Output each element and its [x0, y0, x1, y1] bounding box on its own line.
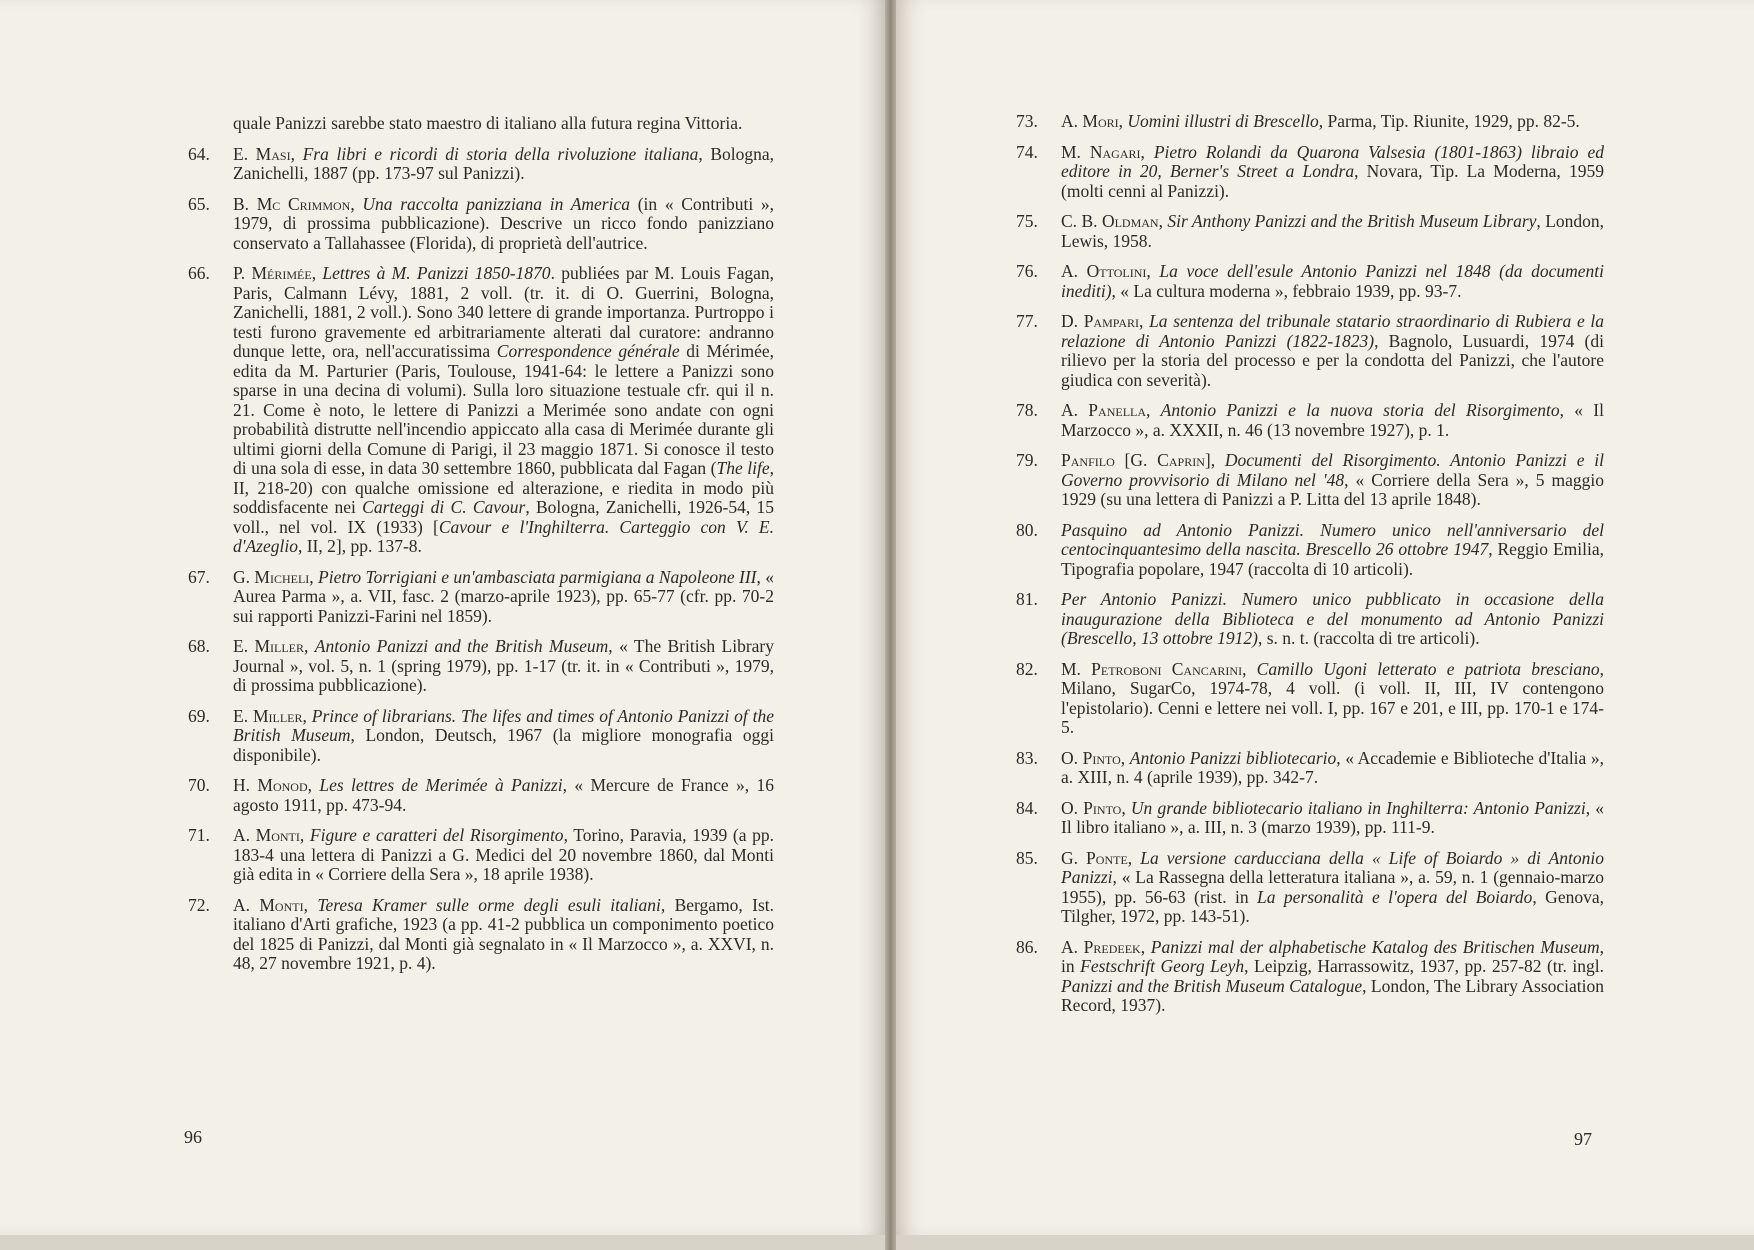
entry-details: , London, Deutsch, 1967 (la migliore monografia oggi disponibile).: [233, 725, 775, 765]
entry-text: M. Nagari, Pietro Rolandi da Quarona Valsesia (1801-1863) libraio ed editore in 20, Berner's Street a Londra, Novara, Tip. La Moderna, 1959 (molti cenni al Panizzi).: [1061, 141, 1604, 201]
entry-author: H. Monod: [233, 775, 308, 795]
entry-author: M. Nagari: [1061, 141, 1141, 162]
entry-text: E. Masi, Fra libri e ricordi di storia della rivoluzione italiana, Bologna, Zanichelli, 1887 (pp. 173-97 sul Panizzi).: [233, 143, 775, 183]
left-entry-list: [188, 145, 774, 974]
entry-text: C. B. Oldman, Sir Anthony Panizzi and the British Museum Library, London, Lewis, 1958.: [1061, 211, 1605, 251]
entry-author: A. Mori: [1061, 111, 1119, 131]
continuation-text: quale Panizzi sarebbe stato maestro di italiano alla futura regina Vittoria.: [233, 113, 743, 133]
entry-number: 65.: [188, 193, 210, 214]
bibliography-entry: [1016, 938, 1604, 1016]
entry-details: , « La Rassegna della letteratura italiana », a. 59, n. 1 (gennaio-marzo 1955), pp. 56-63 (rist. in: [1061, 867, 1604, 907]
entry-number: 77.: [1016, 311, 1038, 331]
bibliography-entry: [188, 568, 774, 627]
entry-author: E. Miller: [233, 705, 303, 726]
entry-details: , Leipzig, Harrassowitz, 1937, pp. 257-82 (tr. ingl.: [1244, 956, 1605, 976]
entry-details: , « La cultura moderna », febbraio 1939, pp. 93-7.: [1111, 280, 1462, 301]
entry-title: Una raccolta panizziana in America: [362, 193, 631, 214]
entry-author: E. Miller: [233, 636, 305, 656]
left-bibliography: [188, 114, 774, 985]
entry-number: 69.: [188, 705, 210, 726]
entry-author: A. Ottolini: [1061, 261, 1147, 281]
entry-text: D. Pampari, La sentenza del tribunale statario straordinario di Rubiera e la relazione di Antonio Panizzi (1822-1823), Bagnolo, Lusuardi, 1974 (di rilievo per la storia del processo e per la condotta del Panizzi, che l'autore giudica con severità).: [1061, 311, 1605, 390]
entry-text: A. Mori, Uomini illustri di Brescello, Parma, Tip. Riunite, 1929, pp. 82-5.: [1061, 111, 1580, 131]
entry-details: , London, The Library Association Record, 1937).: [1061, 975, 1604, 1015]
entry-title: Pietro Rolandi da Quarona Valsesia (1801-1863) libraio ed editore in 20, Berner's Street a Londra: [1061, 141, 1604, 181]
entry-details: , Bologna, Zanichelli, 1926-54, 15 voll., nel vol. IX (1933) [: [233, 497, 774, 537]
entry-details: , Parma, Tip. Riunite, 1929, pp. 82-5.: [1318, 111, 1580, 131]
entry-title: La voce dell'esule Antonio Panizzi nel 1848 (da documenti inediti): [1061, 261, 1605, 301]
bibliography-entry: [188, 637, 774, 696]
bibliography-entry: [1016, 749, 1604, 788]
entry-author: A. Monti: [233, 894, 304, 915]
bibliography-entry: [1016, 312, 1604, 390]
entry-text: E. Miller, Antonio Panizzi and the British Museum, « The British Library Journal », vol. 5, n. 1 (spring 1979), pp. 1-17 (tr. it. in « Contributi », 1979, di prossima pubblicazione).: [233, 636, 775, 695]
entry-author: O. Pinto: [1061, 797, 1122, 818]
entry-text: O. Pinto, Un grande bibliotecario italiano in Inghilterra: Antonio Panizzi, « Il libro italiano », a. III, n. 3 (marzo 1939), pp. 111-9.: [1061, 797, 1605, 837]
entry-details: , Bergamo, Ist. italiano d'Arti grafiche, 1923 (a pp. 41-2 pubblica un componimento poetico del 1825 di Panizzi, dal Monti già segnalato in « Il Marzocco », a. XXVI, n. 48, 27 novembre 1921, p. 4).: [233, 894, 775, 973]
entry-text: A. Panella, Antonio Panizzi e la nuova storia del Risorgimento, « Il Marzocco », a. XXXII, n. 46 (13 novembre 1927), p. 1.: [1061, 400, 1604, 440]
entry-number: 86.: [1016, 936, 1038, 957]
entry-author: C. B. Oldman: [1061, 211, 1159, 231]
page-number-right: 97: [1574, 1129, 1592, 1149]
entry-number: 75.: [1016, 211, 1038, 231]
entry-author: O. Pinto: [1061, 747, 1121, 768]
entry-title: Antonio Panizzi and the British Museum: [314, 636, 609, 656]
entry-text: Panfilo [G. Caprin], Documenti del Risorgimento. Antonio Panizzi e il Governo provvisorio di Milano nel '48, « Corriere della Sera », 5 maggio 1929 (su una lettera di Panizzi a P. Litta del 13 aprile 1848).: [1061, 450, 1605, 509]
entry-details: , Reggio Emilia, Tipografia popolare, 1947 (raccolta di 10 articoli).: [1061, 539, 1604, 579]
entry-number: 71.: [188, 825, 210, 845]
entry-title: Les lettres de Merimée à Panizzi: [319, 775, 563, 795]
entry-author: D. Pampari: [1061, 311, 1140, 331]
entry-title: Camillo Ugoni letterato e patriota bresciano: [1256, 658, 1600, 679]
entry-number: 64.: [188, 143, 210, 164]
entry-details: , in: [1061, 936, 1604, 976]
entry-text: M. Petroboni Cancarini, Camillo Ugoni letterato e patriota bresciano, Milano, SugarCo, 1974-78, 4 voll. (i voll. II, III, IV contengono l'epistolario). Cenni e lettere nei voll. I, pp. 167 e 201, e III, pp. 170-1 e 174-5.: [1061, 658, 1604, 737]
entry-title: Prince of librarians. The lifes and times of Antonio Panizzi of the British Museum: [233, 705, 774, 745]
entry-author: M. Petroboni Cancarini: [1061, 658, 1243, 679]
entry-author: Panfilo [G. Caprin]: [1061, 450, 1211, 470]
entry-title: Figure e caratteri del Risorgimento: [309, 825, 564, 845]
entry-title: Per Antonio Panizzi. Numero unico pubblicato in occasione della inaugurazione della Biblioteca e del monumento ad Antonio Panizzi (Brescello, 13 ottobre 1912): [1061, 589, 1604, 648]
entry-text: A. Monti, Teresa Kramer sulle orme degli esuli italiani, Bergamo, Ist. italiano d'Arti grafiche, 1923 (a pp. 41-2 pubblica un componimento poetico del 1825 di Panizzi, dal Monti già segnalato in « Il Marzocco », a. XXVI, n. 48, 27 novembre 1921, p. 4).: [233, 894, 775, 973]
entry-title: Cavour e l'Inghilterra. Carteggio con V. E. d'Azeglio: [233, 516, 774, 556]
entry-details: , Bagnolo, Lusuardi, 1974 (di rilievo per la storia del processo e per la condotta del Panizzi, che l'autore giudica con severità).: [1061, 330, 1604, 390]
entry-number: 73.: [1016, 111, 1038, 131]
bibliography-entry: [1016, 451, 1604, 510]
right-page: [896, 0, 1754, 1235]
bibliography-entry: [188, 195, 774, 254]
entry-text: [1061, 590, 1604, 649]
bibliography-entry: [1016, 143, 1604, 202]
entry-author: G. Micheli: [233, 566, 310, 587]
bibliography-entry: [1016, 849, 1604, 927]
entry-text: [1061, 521, 1604, 580]
bibliography-entry: [1016, 521, 1604, 580]
bibliography-entry: [1016, 660, 1604, 738]
entry-number: 81.: [1016, 589, 1038, 609]
entry-title: La personalità e l'opera del Boiardo: [1257, 886, 1533, 907]
entry-author: G. Ponte: [1061, 847, 1128, 868]
entry-details: di Mérimée, edita da M. Parturier (Paris, Toulouse, 1941-64: le lettere a Panizzi sono sparse in una decina di volumi). Sulla loro situazione testuale cfr. qui il n. 21. Come è noto, le lettere di Panizzi a Merimée sono andate con ogni probabilità distrutte nell'incendio appiccato alla casa di Merimée durante gli ultimi giorni della Comune di Parigi, il 23 maggio 1871. Si conosce il testo di una sola di esse, in data 30 settembre 1860, pubblicata dal Fagan (: [233, 341, 774, 478]
entry-number: 80.: [1016, 519, 1038, 540]
entry-title: Fra libri e ricordi di storia della rivoluzione italiana: [302, 143, 699, 164]
entry-author: A. Predeek: [1061, 936, 1141, 957]
entry-title: Lettres à M. Panizzi 1850-1870: [322, 263, 551, 283]
bibliography-entry: [188, 145, 774, 184]
entry-text: P. Mérimée, Lettres à M. Panizzi 1850-1870. publiées par M. Louis Fagan, Paris, Calmann Lévy, 1881, 2 voll. (tr. it. di O. Guerrini, Bologna, Zanichelli, 1881, 2 voll.). Sono 340 lettere di grande importanza. Purtroppo i testi furono gravemente ed arbitrariamente alterati dal curatore: andranno dunque lette, ora, nell'accuratissima Correspondence générale di Mérimée, edita da M. Parturier (Paris, Toulouse, 1941-64: le lettere a Panizzi sono sparse in una decina di volumi). Sulla loro situazione testuale cfr. qui il n. 21. Come è noto, le lettere di Panizzi a Merimée sono andate con ogni probabilità distrutte nell'incendio appiccato alla casa di Merimée durante gli ultimi giorni della Comune di Parigi, il 23 maggio 1871. Si conosce il testo di una sola di esse, in data 30 settembre 1860, pubblicata dal Fagan (The life, II, 218-20) con qualche omissione ed alterazione, e riedita in modo più soddisfacente nei Carteggi di C. Cavour, Bologna, Zanichelli, 1926-54, 15 voll., nel vol. IX (1933) [Cavour e l'Inghilterra. Carteggio con V. E. d'Azeglio, II, 2], pp. 137-8.: [233, 263, 775, 556]
entry-title: La sentenza del tribunale statario straordinario di Rubiera e la relazione di Antonio Panizzi (1822-1823): [1061, 311, 1605, 351]
entry-details: , Novara, Tip. La Moderna, 1959 (molti cenni al Panizzi).: [1061, 161, 1604, 201]
bibliography-entry: [1016, 799, 1604, 838]
entry-number: 74.: [1016, 141, 1038, 162]
entry-details: , « Accademie e Biblioteche d'Italia », a. XIII, n. 4 (aprile 1939), pp. 342-7.: [1061, 747, 1605, 787]
entry-number: 76.: [1016, 261, 1038, 281]
entry-title: The life: [716, 458, 770, 478]
entry-details: , « Mercure de France », 16 agosto 1911, pp. 473-94.: [233, 775, 774, 815]
entry-title: Carteggi di C. Cavour: [362, 497, 526, 517]
entry-title: La versione carducciana della « Life of Boiardo » di Antonio Panizzi: [1061, 847, 1605, 887]
entry-title: Documenti del Risorgimento. Antonio Panizzi e il Governo provvisorio di Milano nel '48: [1061, 450, 1605, 490]
bibliography-entry: [188, 264, 774, 557]
entry-details: , II, 2], pp. 137-8.: [297, 536, 422, 556]
entry-text: H. Monod, Les lettres de Merimée à Panizzi, « Mercure de France », 16 agosto 1911, pp. 473-94.: [233, 775, 774, 815]
entry-author: A. Monti: [233, 825, 300, 845]
entry-text: O. Pinto, Antonio Panizzi bibliotecario, « Accademie e Biblioteche d'Italia », a. XIII, n. 4 (aprile 1939), pp. 342-7.: [1061, 747, 1605, 787]
entry-title: Correspondence générale: [496, 341, 680, 361]
entry-text: G. Micheli, Pietro Torrigiani e un'ambasciata parmigiana a Napoleone III, « Aurea Parma », a. VII, fasc. 2 (marzo-aprile 1923), pp. 65-77 (cfr. pp. 70-2 sui rapporti Panizzi-Farini nel 1859).: [233, 566, 775, 626]
entry-title: Antonio Panizzi e la nuova storia del Risorgimento: [1160, 400, 1560, 420]
entry-title: Antonio Panizzi bibliotecario: [1129, 747, 1337, 768]
entry-details: , Milano, SugarCo, 1974-78, 4 voll. (i voll. II, III, IV contengono l'epistolario). Cenni e lettere nei voll. I, pp. 167 e 201, e III, pp. 170-1 e 174-5.: [1061, 658, 1604, 737]
left-page: [0, 0, 885, 1235]
entry-text: A. Ottolini, La voce dell'esule Antonio Panizzi nel 1848 (da documenti inediti), « La cultura moderna », febbraio 1939, pp. 93-7.: [1061, 261, 1605, 301]
entry-author: A. Panella: [1061, 400, 1147, 420]
entry-number: 68.: [188, 636, 210, 656]
entry-title: Sir Anthony Panizzi and the British Museum Library: [1167, 211, 1537, 231]
entry-details: , « Il libro italiano », a. III, n. 3 (marzo 1939), pp. 111-9.: [1061, 797, 1605, 837]
entry-text: G. Ponte, La versione carducciana della « Life of Boiardo » di Antonio Panizzi, « La Rassegna della letteratura italiana », a. 59, n. 1 (gennaio-marzo 1955), pp. 56-63 (rist. in La personalità e l'opera del Boiardo, Genova, Tilgher, 1972, pp. 143-51).: [1061, 847, 1605, 926]
entry-details: . publiées par M. Louis Fagan, Paris, Calmann Lévy, 1881, 2 voll. (tr. it. di O. Guerrini, Bologna, Zanichelli, 1881, 2 voll.). Sono 340 lettere di grande importanza. Purtroppo i testi furono gravemente ed arbitrariamente alterati dal curatore: andranno dunque lette, ora, nell'accuratissima: [233, 263, 775, 361]
entry-number: 67.: [188, 566, 210, 587]
entry-number: 66.: [188, 263, 210, 283]
entry-author: P. Mérimée: [233, 263, 312, 283]
entry-details: , « Aurea Parma », a. VII, fasc. 2 (marzo-aprile 1923), pp. 65-77 (cfr. pp. 70-2 sui rapporti Panizzi-Farini nel 1859).: [233, 566, 775, 626]
entry-title: Pietro Torrigiani e un'ambasciata parmigiana a Napoleone III: [318, 566, 757, 587]
right-bibliography: [1016, 112, 1604, 1027]
entry-author: E. Masi: [233, 143, 291, 164]
bibliography-entry: [1016, 212, 1604, 251]
bibliography-entry: [188, 826, 774, 885]
bibliography-entry: [188, 776, 774, 815]
right-entry-list: [1016, 112, 1604, 1016]
entry-number: 70.: [188, 775, 210, 795]
entry-details: , Bologna, Zanichelli, 1887 (pp. 173-97 sul Panizzi).: [233, 143, 775, 183]
bibliography-entry: [188, 707, 774, 766]
bibliography-entry: [1016, 262, 1604, 301]
entry-number: 83.: [1016, 747, 1038, 768]
entry-title: Festschrift Georg Leyh: [1080, 956, 1245, 976]
entry-details: , « The British Library Journal », vol. 5, n. 1 (spring 1979), pp. 1-17 (tr. it. in « Contributi », 1979, di prossima pubblicazione).: [233, 636, 775, 695]
entry-title: Un grande bibliotecario italiano in Inghilterra: Antonio Panizzi: [1130, 797, 1586, 818]
entry-number: 72.: [188, 894, 210, 915]
entry-details: , London, Lewis, 1958.: [1061, 211, 1605, 251]
entry-number: 79.: [1016, 450, 1038, 470]
page-number-left: 96: [184, 1127, 202, 1147]
entry-title: Panizzi and the British Museum Catalogue: [1061, 975, 1363, 996]
entry-title: Pasquino ad Antonio Panizzi. Numero unico nell'anniversario del centocinquantesimo della nascita. Brescello 26 ottobre 1947: [1061, 519, 1604, 559]
entry-text: E. Miller, Prince of librarians. The lifes and times of Antonio Panizzi of the British Museum, London, Deutsch, 1967 (la migliore monografia oggi disponibile).: [233, 705, 775, 765]
entry-title: Uomini illustri di Brescello: [1127, 111, 1319, 131]
entry-text: A. Predeek, Panizzi mal der alphabetische Katalog des Britischen Museum, in Festschrift Georg Leyh, Leipzig, Harrassowitz, 1937, pp. 257-82 (tr. ingl. Panizzi and the British Museum Catalogue, London, The Library Association Record, 1937).: [1061, 936, 1605, 1015]
bibliography-entry: [1016, 590, 1604, 649]
entry-number: 82.: [1016, 658, 1038, 679]
entry-details: , « Corriere della Sera », 5 maggio 1929 (su una lettera di Panizzi a P. Litta del 13 aprile 1848).: [1061, 469, 1604, 509]
entry-details: , Torino, Paravia, 1939 (a pp. 183-4 una lettera di Panizzi a G. Medici del 20 novembre 1860, dal Monti già edita in « Corriere della Sera », 18 aprile 1938).: [233, 825, 774, 884]
entry-author: B. Mc Crimmon: [233, 193, 351, 214]
entry-text: B. Mc Crimmon, Una raccolta panizziana in America (in « Contributi », 1979, di prossima pubblicazione). Descrive un ricco fondo panizziano conservato a Tallahassee (Florida), di proprietà dell'autrice.: [233, 193, 775, 253]
entry-details: , « Il Marzocco », a. XXXII, n. 46 (13 novembre 1927), p. 1.: [1061, 400, 1604, 440]
table-surface: [0, 1235, 1754, 1250]
entry-number: 85.: [1016, 847, 1038, 868]
entry-details: , Genova, Tilgher, 1972, pp. 143-51).: [1061, 886, 1604, 926]
bibliography-entry: [188, 896, 774, 974]
book-gutter: [885, 0, 896, 1250]
entry-details: , s. n. t. (raccolta di tre articoli).: [1258, 628, 1480, 648]
entry-details: , II, 218-20) con qualche omissione ed alterazione, e riedita in modo più soddisfacente nei: [233, 458, 774, 517]
bibliography-entry: [1016, 401, 1604, 440]
entry-details: (in « Contributi », 1979, di prossima pubblicazione). Descrive un ricco fondo panizziano conservato a Tallahassee (Florida), di proprietà dell'autrice.: [233, 193, 775, 253]
entry-number: 78.: [1016, 400, 1038, 420]
entry-title: Teresa Kramer sulle orme degli esuli italiani: [317, 894, 661, 915]
entry-text: A. Monti, Figure e caratteri del Risorgimento, Torino, Paravia, 1939 (a pp. 183-4 una lettera di Panizzi a G. Medici del 20 novembre 1860, dal Monti già edita in « Corriere della Sera », 18 aprile 1938).: [233, 825, 774, 884]
entry-title: Panizzi mal der alphabetische Katalog des Britischen Museum: [1150, 936, 1600, 957]
bibliography-entry: [1016, 112, 1604, 132]
entry-number: 84.: [1016, 797, 1038, 818]
